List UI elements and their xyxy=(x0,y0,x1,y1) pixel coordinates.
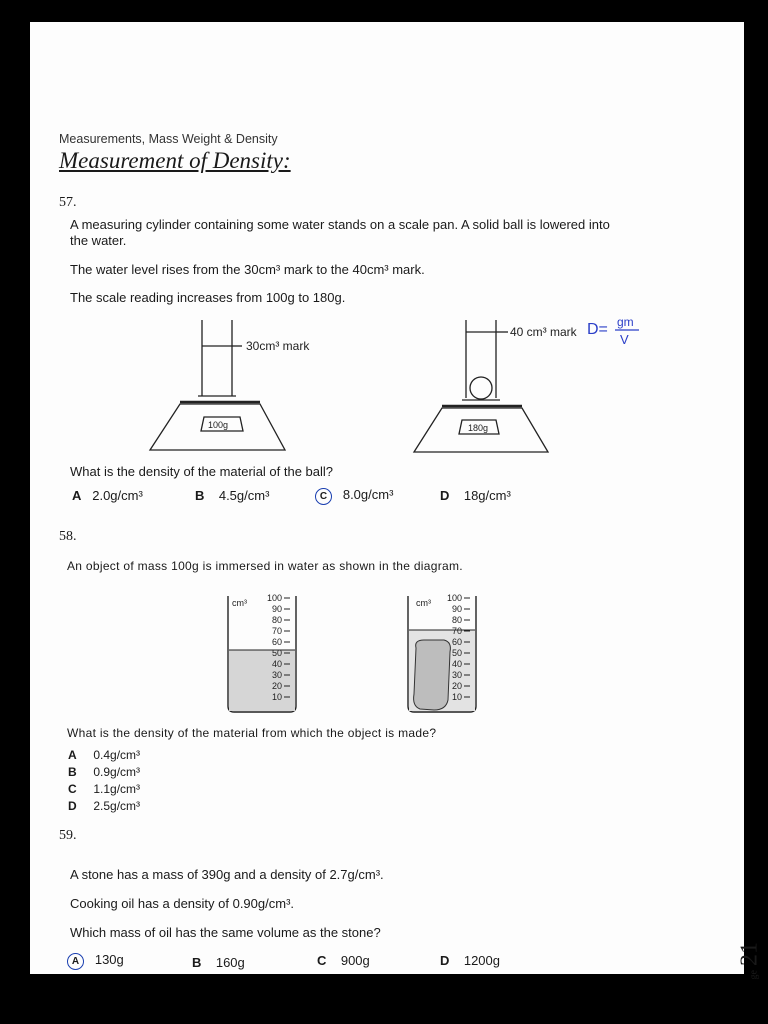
q58-left-tick-label: 20 xyxy=(271,681,282,691)
option-letter: A xyxy=(72,488,82,503)
question-57-prompt: What is the density of the material of the ball? xyxy=(70,464,334,479)
q58-option-c[interactable] xyxy=(68,782,140,796)
q57-scale-left: 100g xyxy=(208,420,229,430)
question-57-line1: A measuring cylinder containing some water stands on a scale pan. A solid ball is lowered into xyxy=(70,217,610,232)
selected-answer-circle: C xyxy=(315,488,332,505)
q58-right-tick-label: 60 xyxy=(451,637,462,647)
q59-option-a[interactable] xyxy=(67,952,124,970)
q57-option-c[interactable] xyxy=(315,487,393,505)
option-letter: D xyxy=(440,953,450,968)
q57-diagram xyxy=(140,312,577,462)
q58-left-tick-label: 90 xyxy=(271,604,282,614)
question-57-number: 57. xyxy=(59,195,77,210)
q58-right-tick-label: 30 xyxy=(451,670,462,680)
q58-right-tick-label: 100 xyxy=(446,593,462,603)
q58-right-tick-label: 10 xyxy=(451,692,462,702)
q58-right-tick-label: 80 xyxy=(451,615,462,625)
q58-diagram xyxy=(220,588,480,720)
question-59-number: 59. xyxy=(59,828,77,843)
question-57-line4: The scale reading increases from 100g to 180g. xyxy=(70,290,346,305)
page-title: Measurement of Density: xyxy=(59,148,291,173)
q59-option-d[interactable] xyxy=(440,953,500,968)
page-number xyxy=(736,942,763,979)
q58-right-unit: cm³ xyxy=(416,598,431,608)
option-text: 0.4g/cm³ xyxy=(93,748,141,762)
option-text: 4.5g/cm³ xyxy=(218,488,270,503)
svg-text:D=: D= xyxy=(587,321,608,338)
q57-label-right: 40 cm³ mark xyxy=(510,325,577,339)
q58-left-tick-label: 60 xyxy=(271,637,282,647)
option-text: 160g xyxy=(215,955,245,970)
q58-right-tick-label: 90 xyxy=(451,604,462,614)
q58-right-cylinder xyxy=(408,596,476,712)
q58-right-tick-label: 20 xyxy=(451,681,462,691)
q58-left-tick-label: 10 xyxy=(271,692,282,702)
q58-option-a[interactable] xyxy=(68,748,140,762)
svg-text:gm: gm xyxy=(617,315,634,329)
question-59-line1: A stone has a mass of 390g and a density of 2.7g/cm³. xyxy=(70,867,384,882)
option-letter: A xyxy=(68,748,77,762)
q58-left-tick-label: 70 xyxy=(271,626,282,636)
option-text: 2.5g/cm³ xyxy=(93,799,141,813)
q58-right-tick-label: 50 xyxy=(451,648,462,658)
option-letter: C xyxy=(317,953,327,968)
q58-left-tick-label: 40 xyxy=(271,659,282,669)
option-text: 18g/cm³ xyxy=(463,488,511,503)
subject-header: Measurements, Mass Weight & Density xyxy=(59,132,278,146)
q59-option-b[interactable] xyxy=(192,955,245,970)
q58-left-tick-label: 50 xyxy=(271,648,282,658)
question-57-line3: The water level rises from the 30cm³ mark to the 40cm³ mark. xyxy=(70,262,425,277)
page-label: ge xyxy=(748,970,759,980)
q58-right-tick-label: 70 xyxy=(451,626,462,636)
option-letter: B xyxy=(195,488,205,503)
q57-option-a[interactable] xyxy=(72,488,143,503)
question-58-intro: An object of mass 100g is immersed in water as shown in the diagram. xyxy=(67,559,463,573)
q57-label-left: 30cm³ mark xyxy=(246,339,310,353)
option-text: 1.1g/cm³ xyxy=(93,782,141,796)
option-text: 8.0g/cm³ xyxy=(342,487,394,502)
option-text: 0.9g/cm³ xyxy=(93,765,141,779)
option-letter: D xyxy=(440,488,450,503)
question-57-line2: the water. xyxy=(70,233,127,248)
q57-scale-right: 180g xyxy=(468,423,489,433)
option-text: 900g xyxy=(340,953,370,968)
q58-left-tick-label: 80 xyxy=(271,615,282,625)
option-letter: B xyxy=(192,955,202,970)
page-number-value: 21 xyxy=(736,942,762,966)
q58-right-tick-label: 40 xyxy=(451,659,462,669)
q58-left-tick-label: 30 xyxy=(271,670,282,680)
q58-left-unit: cm³ xyxy=(232,598,247,608)
q58-option-d[interactable] xyxy=(68,799,140,813)
option-text: 2.0g/cm³ xyxy=(92,488,143,503)
q58-option-b[interactable] xyxy=(68,765,140,779)
question-59-line3: Which mass of oil has the same volume as the stone? xyxy=(70,925,381,940)
q59-option-c[interactable] xyxy=(317,953,370,968)
svg-text:V: V xyxy=(620,332,629,347)
option-text: 1200g xyxy=(463,953,500,968)
q58-left-cylinder xyxy=(228,596,296,712)
option-letter: B xyxy=(68,765,77,779)
handwritten-density-formula xyxy=(585,312,655,352)
q57-option-b[interactable] xyxy=(195,488,269,503)
option-letter: D xyxy=(68,799,77,813)
question-59-line2: Cooking oil has a density of 0.90g/cm³. xyxy=(70,896,295,911)
option-letter: C xyxy=(68,782,77,796)
q58-left-tick-label: 100 xyxy=(266,593,282,603)
q57-option-d[interactable] xyxy=(440,488,511,503)
worksheet-page xyxy=(30,22,762,980)
question-58-prompt: What is the density of the material from which the object is made? xyxy=(67,726,437,740)
selected-answer-circle: A xyxy=(67,953,84,970)
option-text: 130g xyxy=(94,952,124,967)
question-58-number: 58. xyxy=(59,529,77,544)
